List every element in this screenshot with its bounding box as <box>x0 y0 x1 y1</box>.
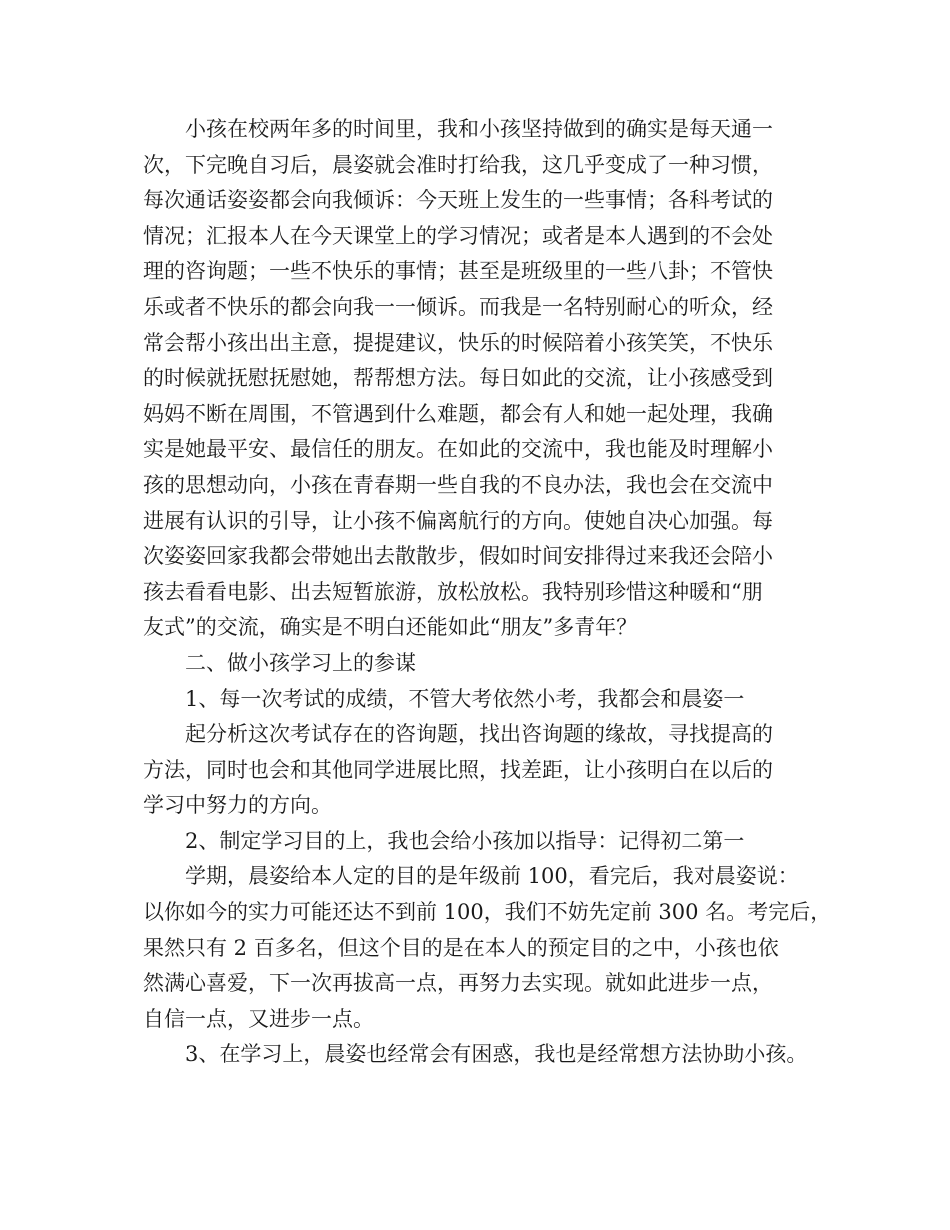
text-line: 3、在学习上，晨姿也经常会有困惑，我也是经常想方法协助小孩。 <box>185 1042 808 1067</box>
text-line: 实是她最平安、最信任的朋友。在如此的交流中，我也能及时理解小 <box>143 437 773 462</box>
text-line: 的时候就抚慰抚慰她，帮帮想方法。每日如此的交流，让小孩感受到 <box>143 366 773 391</box>
text-line: 然满心喜爱，下一次再拔高一点，再努力去实现。就如此进步一点， <box>143 971 773 996</box>
text-line: 友式”的交流，确实是不明白还能如此“朋友”多青年？ <box>143 615 638 640</box>
text-line: 孩的思想动向，小孩在青春期一些自我的不良办法，我也会在交流中 <box>143 472 773 497</box>
text-line: 1、每一次考试的成绩，不管大考依然小考，我都会和晨姿一 <box>185 686 745 711</box>
text-line: 方法，同时也会和其他同学进展比照，找差距，让小孩明白在以后的 <box>143 757 773 782</box>
text-line: 2、制定学习目的上，我也会给小孩加以指导：记得初二第一 <box>185 828 745 853</box>
text-line: 常会帮小孩出出主意，提提建议，快乐的时候陪着小孩笑笑，不快乐 <box>143 330 773 355</box>
text-line: 次，下完晚自习后，晨姿就会准时打给我，这几乎变成了一种习惯， <box>143 152 773 177</box>
text-line: 果然只有 2 百多名，但这个目的是在本人的预定目的之中，小孩也依 <box>143 935 779 960</box>
text-line: 理的咨询题；一些不快乐的事情；甚至是班级里的一些八卦；不管快 <box>143 259 773 284</box>
text-line: 情况；汇报本人在今天课堂上的学习情况；或者是本人遇到的不会处 <box>143 223 773 248</box>
text-line: 起分析这次考试存在的咨询题，找出咨询题的缘故，寻找提高的 <box>185 722 773 747</box>
text-line: 乐或者不快乐的都会向我一一倾诉。而我是一名特别耐心的听众，经 <box>143 294 773 319</box>
text-line: 学习中努力的方向。 <box>143 793 332 818</box>
text-line: 每次通话姿姿都会向我倾诉：今天班上发生的一些事情；各科考试的 <box>143 188 773 213</box>
text-line: 次姿姿回家我都会带她出去散散步，假如时间安排得过来我还会陪小 <box>143 544 773 569</box>
body-text <box>143 112 832 1073</box>
text-line: 以你如今的实力可能还达不到前 100，我们不妨先定前 300 名。考完后， <box>143 900 832 925</box>
section-heading: 二、做小孩学习上的参谋 <box>185 650 416 675</box>
text-line: 妈妈不断在周围，不管遇到什么难题，都会有人和她一起处理，我确 <box>143 401 773 426</box>
text-line: 学期，晨姿给本人定的目的是年级前 100，看完后，我对晨姿说： <box>185 864 799 889</box>
text-line: 孩去看看电影、出去短暂旅游，放松放松。我特别珍惜这种暖和“朋 <box>143 579 763 604</box>
text-line: 自信一点，又进步一点。 <box>143 1006 374 1031</box>
text-line: 小孩在校两年多的时间里，我和小孩坚持做到的确实是每天通一 <box>185 117 773 141</box>
text-line: 进展有认识的引导，让小孩不偏离航行的方向。使她自决心加强。每 <box>143 508 773 533</box>
